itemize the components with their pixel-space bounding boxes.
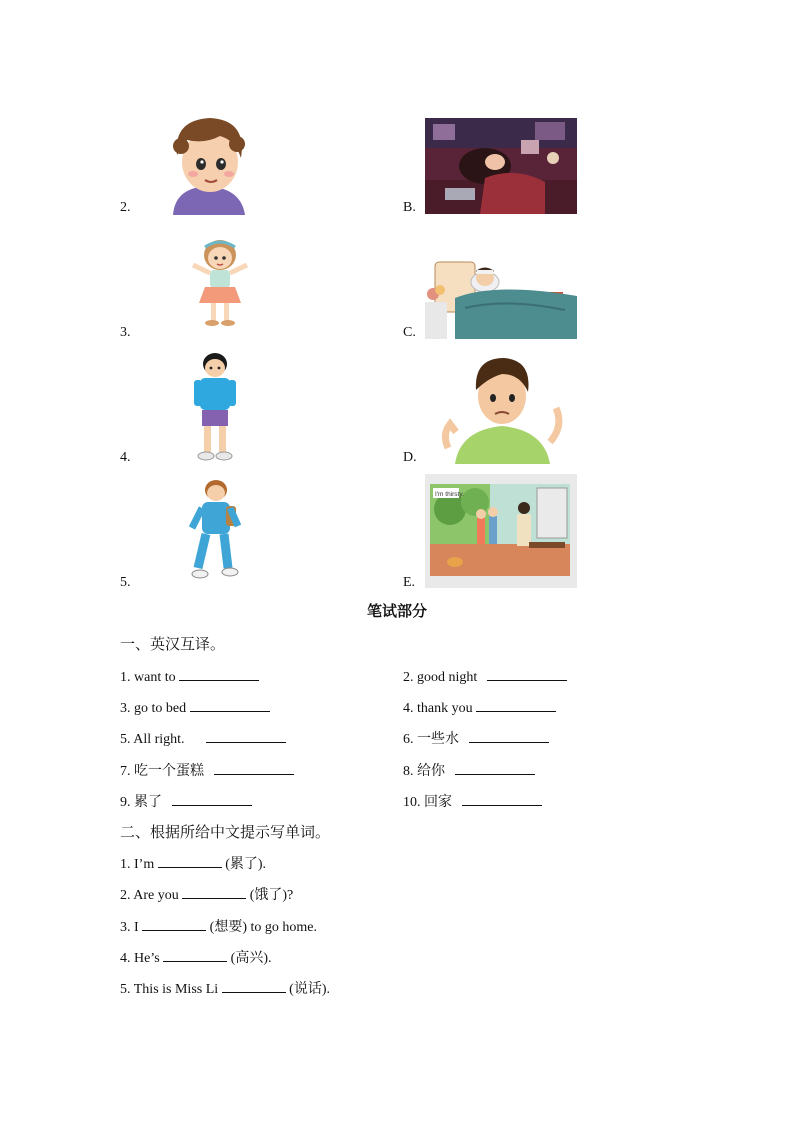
- part1-item-9-text: 9. 累了: [120, 795, 162, 810]
- boy-sick-in-bed-picture: [425, 258, 577, 339]
- answer-blank[interactable]: [172, 791, 252, 806]
- part2-item-2: [120, 884, 293, 904]
- part2-item-2-after: (饿了)?: [249, 888, 294, 903]
- answer-blank[interactable]: [222, 978, 286, 993]
- part2-item-5-before: 5. This is Miss Li: [120, 982, 219, 997]
- part2-item-4: [120, 947, 272, 967]
- part1-item-7: [120, 760, 294, 780]
- answer-blank[interactable]: [476, 697, 556, 712]
- part1-item-2-text: 2. good night: [403, 670, 478, 685]
- part1-item-5: [120, 728, 286, 748]
- thinking-boy-picture: [440, 352, 565, 464]
- answer-blank[interactable]: [206, 728, 286, 743]
- boy-in-tracksuit-icon: [188, 476, 243, 586]
- curly-haired-boy-icon: [165, 110, 250, 215]
- answer-blank[interactable]: [462, 791, 542, 806]
- part1-item-5-text: 5. All right.: [120, 732, 185, 747]
- match-right-label-c: C.: [403, 325, 416, 340]
- part2-item-3-before: 3. I: [120, 920, 139, 935]
- answer-blank[interactable]: [158, 853, 222, 868]
- answer-blank[interactable]: [163, 947, 227, 962]
- part2-item-5: [120, 978, 330, 998]
- part1-item-1: [120, 666, 259, 686]
- part2-heading: 二、根据所给中文提示写单词。: [120, 825, 331, 841]
- answer-blank[interactable]: [487, 666, 567, 681]
- part2-item-3-after: (想要) to go home.: [209, 920, 317, 935]
- match-right-label-d: D.: [403, 450, 417, 465]
- part1-item-8: [403, 760, 535, 780]
- match-left-label-5: 5.: [120, 575, 131, 590]
- answer-blank[interactable]: [142, 916, 206, 931]
- part1-item-8-text: 8. 给你: [403, 764, 445, 779]
- answer-blank[interactable]: [179, 666, 259, 681]
- scene-speech-text: I'm thirsty.: [435, 491, 464, 498]
- part2-item-5-after: (说话).: [289, 982, 330, 997]
- part2-item-1: [120, 853, 266, 873]
- match-left-label-4: 4.: [120, 450, 131, 465]
- part1-item-7-text: 7. 吃一个蛋糕: [120, 764, 204, 779]
- match-right-label-e: E.: [403, 575, 416, 590]
- answer-blank[interactable]: [214, 760, 294, 775]
- part1-item-4-text: 4. thank you: [403, 701, 473, 716]
- part1-item-6-text: 6. 一些水: [403, 732, 459, 747]
- match-left-label-3: 3.: [120, 325, 131, 340]
- sleeping-at-desk-picture: [425, 118, 577, 214]
- family-scene-picture: [425, 474, 577, 588]
- part1-item-1-text: 1. want to: [120, 670, 176, 685]
- answer-blank[interactable]: [182, 884, 246, 899]
- answer-blank[interactable]: [469, 728, 549, 743]
- part2-item-1-after: (累了).: [225, 857, 267, 872]
- part1-heading: 一、英汉互译。: [120, 637, 226, 653]
- part1-item-3-text: 3. go to bed: [120, 701, 187, 716]
- part1-item-2: [403, 666, 567, 686]
- girl-with-headband-icon: [185, 235, 255, 330]
- part1-item-10-text: 10. 回家: [403, 795, 452, 810]
- boy-in-blue-shirt-icon: [190, 350, 240, 462]
- part1-item-10: [403, 791, 542, 811]
- part2-item-4-before: 4. He’s: [120, 951, 160, 966]
- answer-blank[interactable]: [455, 760, 535, 775]
- part2-item-1-before: 1. I’m: [120, 857, 155, 872]
- answer-blank[interactable]: [190, 697, 270, 712]
- match-right-label-b: B.: [403, 200, 416, 215]
- part2-item-3: [120, 916, 317, 936]
- part2-item-4-after: (高兴).: [230, 951, 272, 966]
- part2-item-2-before: 2. Are you: [120, 888, 179, 903]
- part1-item-9: [120, 791, 252, 811]
- part1-item-6: [403, 728, 549, 748]
- part1-item-4: [403, 697, 556, 717]
- part1-item-3: [120, 697, 270, 717]
- match-left-label-2: 2.: [120, 200, 131, 215]
- written-section-title: 笔试部分: [366, 604, 427, 620]
